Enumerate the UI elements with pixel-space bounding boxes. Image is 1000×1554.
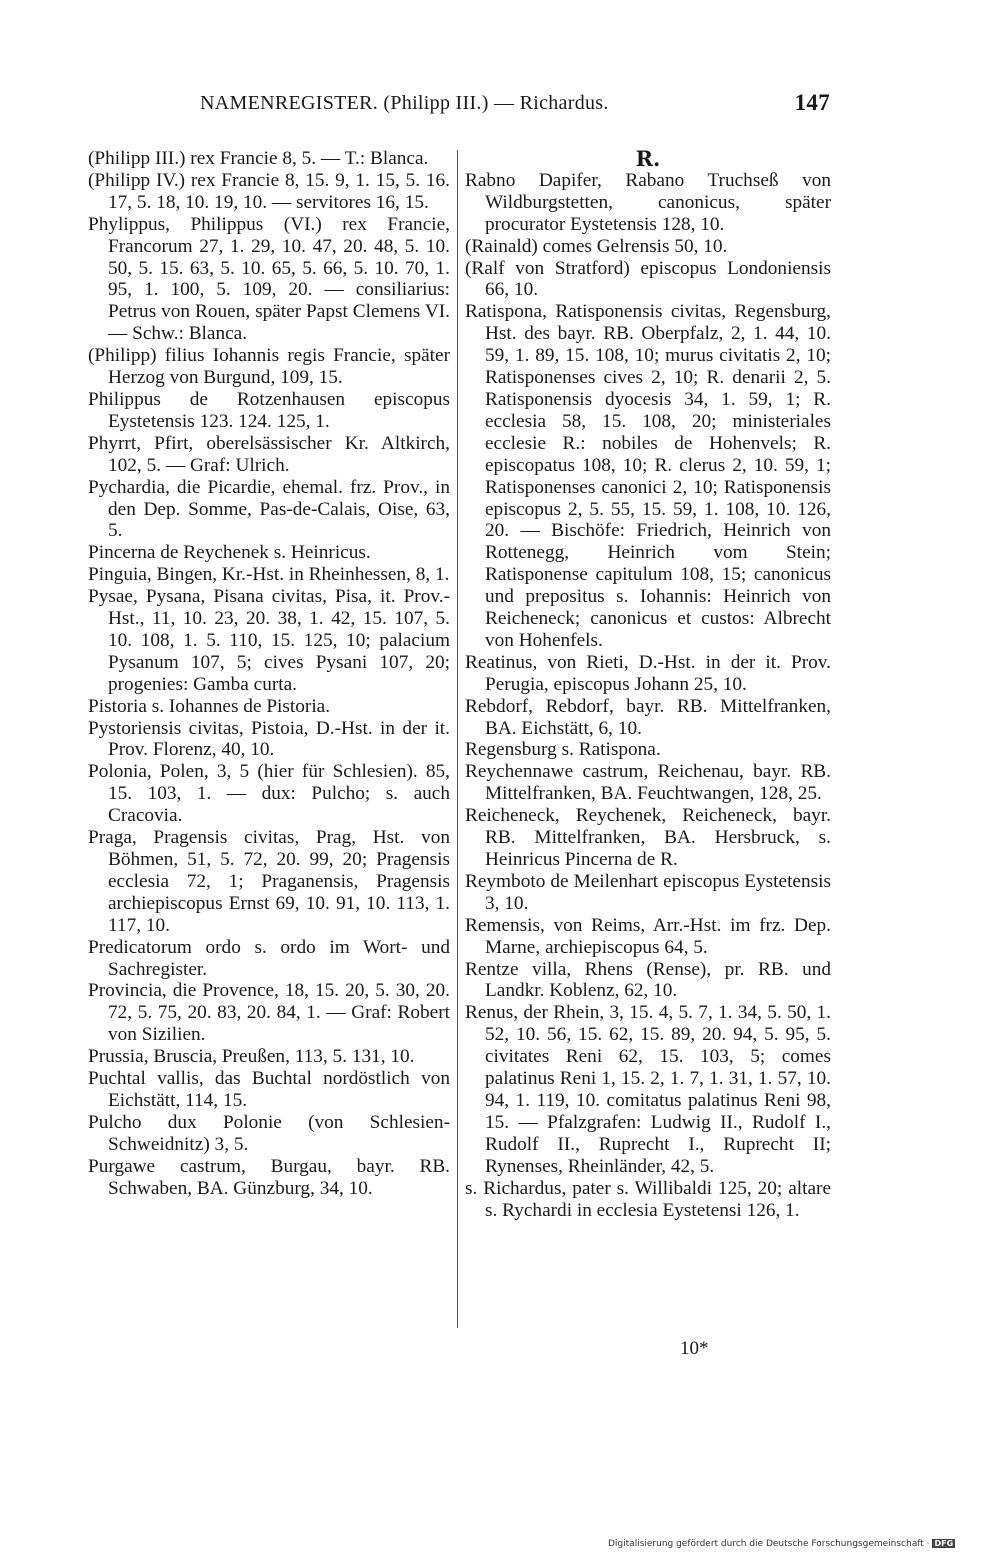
index-entry: Purgawe castrum, Burgau, bayr. RB. Schwaben, BA. Günzburg, 34, 10. bbox=[88, 1155, 450, 1199]
column-divider bbox=[457, 150, 458, 1328]
index-entry: Provincia, die Provence, 18, 15. 20, 5. 30, 20. 72, 5. 75, 20. 83, 20. 84, 1. — Graf: Robert von Sizilien. bbox=[88, 980, 450, 1046]
index-entry: Pysae, Pysana, Pisana civitas, Pisa, it. Prov.-Hst., 11, 10. 23, 20. 38, 1. 42, 15. 107, 5. 10. 108, 1. 5. 110, 15. 125, 10; palacium Pysanum 107, 5; cives Pysani 107, 20; progenies: Gamba curta. bbox=[88, 586, 450, 695]
index-entry: (Ralf von Stratford) episcopus Londoniensis 66, 10. bbox=[465, 257, 831, 301]
signature-mark: 10* bbox=[680, 1338, 709, 1359]
index-entry: Predicatorum ordo s. ordo im Wort- und Sachregister. bbox=[88, 936, 450, 980]
left-column bbox=[88, 148, 450, 1200]
index-entry: Regensburg s. Ratispona. bbox=[465, 739, 661, 761]
digitization-credit bbox=[608, 1539, 955, 1549]
credit-text: Digitalisierung gefördert durch die Deutsche Forschungsgemeinschaft · bbox=[608, 1539, 930, 1549]
right-column bbox=[465, 148, 831, 1221]
index-entry: (Philipp III.) rex Francie 8, 5. — T.: Blanca. bbox=[88, 148, 429, 169]
index-entry: Phyrrt, Pfirt, oberelsässischer Kr. Altkirch, 102, 5. — Graf: Ulrich. bbox=[88, 432, 450, 476]
page-number: 147 bbox=[794, 90, 830, 115]
index-entry: (Philipp) filius Iohannis regis Francie, später Herzog von Burgund, 109, 15. bbox=[88, 345, 450, 389]
index-entry: Pinguia, Bingen, Kr.-Hst. in Rheinhessen, 8, 1. bbox=[88, 564, 450, 586]
index-entry: s. Richardus, pater s. Willibaldi 125, 20; altare s. Rychardi in ecclesia Eystetensi 126, 1. bbox=[465, 1177, 831, 1221]
section-letter: R. bbox=[635, 146, 661, 171]
index-entry: Reychennawe castrum, Reichenau, bayr. RB. Mittelfranken, BA. Feuchtwangen, 128, 25. bbox=[465, 761, 831, 805]
index-entry: (Rainald) comes Gelrensis 50, 10. bbox=[465, 235, 728, 257]
running-header bbox=[200, 92, 830, 122]
index-entry: Pychardia, die Picardie, ehemal. frz. Prov., in den Dep. Somme, Pas-de-Calais, Oise, 63, 5. bbox=[88, 476, 450, 542]
header-title: NAMENREGISTER. (Philipp III.) — Richardus. bbox=[200, 92, 609, 114]
dfg-logo: DFG bbox=[934, 1539, 954, 1548]
index-entry: Remensis, von Reims, Arr.-Hst. im frz. Dep. Marne, archiepiscopus 64, 5. bbox=[465, 914, 831, 958]
index-entry: Renus, der Rhein, 3, 15. 4, 5. 7, 1. 34, 5. 50, 1. 52, 10. 56, 15. 62, 15. 89, 20. 94, 5. 95, 5. civitates Reni 62, 15. 103, 5; comes palatinus Reni 1, 15. 2, 1. 7, 1. 31, 1. 57, 10. 94, 1. 119, 10. comitatus palatinus Reni 98, 15. — Pfalzgrafen: Ludwig II., Rudolf I., Rudolf II., Ruprecht I., Ruprecht II; Rynenses, Rheinländer, 42, 5. bbox=[465, 1002, 831, 1177]
index-entry: Pistoria s. Iohannes de Pistoria. bbox=[88, 695, 331, 717]
index-entry: Rebdorf, Rebdorf, bayr. RB. Mittelfranken, BA. Eichstätt, 6, 10. bbox=[465, 695, 831, 739]
index-entry: Reymboto de Meilenhart episcopus Eystetensis 3, 10. bbox=[465, 870, 831, 914]
index-entry: (Philipp IV.) rex Francie 8, 15. 9, 1. 15, 5. 16. 17, 5. 18, 10. 19, 10. — servitores 16, 15. bbox=[88, 169, 450, 213]
index-entry: Prussia, Bruscia, Preußen, 113, 5. 131, 10. bbox=[88, 1046, 415, 1068]
index-entry: Pincerna de Reychenek s. Heinricus. bbox=[88, 542, 371, 564]
index-entry: Pulcho dux Polonie (von Schlesien-Schweidnitz) 3, 5. bbox=[88, 1111, 450, 1155]
index-entry: Reatinus, von Rieti, D.-Hst. in der it. Prov. Perugia, episcopus Johann 25, 10. bbox=[465, 651, 831, 695]
index-entry: Rentze villa, Rhens (Rense), pr. RB. und Landkr. Koblenz, 62, 10. bbox=[465, 958, 831, 1002]
index-entry: Ratispona, Ratisponensis civitas, Regensburg, Hst. des bayr. RB. Oberpfalz, 2, 1. 44, 10. 59, 1. 89, 15. 108, 10; murus civitatis 2, 10; Ratisponenses cives 2, 10; R. denarii 2, 5. Ratisponensis dyocesis 34, 1. 59, 1; R. ecclesia 58, 15. 108, 20; ministeriales ecclesie R.: nobiles de Hohenvels; R. episcopatus 108, 10; R. clerus 2, 10. 59, 1; Ratisponenses canonici 2, 10; Ratisponensis episcopus 2, 5. 55, 15. 59, 1. 108, 10. 126, 20. — Bischöfe: Friedrich, Heinrich von Rottenegg, Heinrich vom Stein; Ratisponense capitulum 108, 15; canonicus und prepositus s. Iohannis: Heinrich von Reicheneck; canonicus et custos: Albrecht von Hohenfels. bbox=[465, 301, 831, 651]
index-entry: Philippus de Rotzenhausen episcopus Eystetensis 123. 124. 125, 1. bbox=[88, 388, 450, 432]
index-entry: Puchtal vallis, das Buchtal nordöstlich von Eichstätt, 114, 15. bbox=[88, 1068, 450, 1111]
index-entry: Phylippus, Philippus (VI.) rex Francie, Francorum 27, 1. 29, 10. 47, 20. 48, 5. 10. 50, 5. 15. 63, 5. 10. 65, 5. 66, 5. 10. 70, 1. 95, 1. 100, 5. 109, 20. — consiliarius: Petrus von Rouen, später Papst Clemens VI. — Schw.: Blanca. bbox=[88, 213, 450, 345]
index-entry: Polonia, Polen, 3, 5 (hier für Schlesien). 85, 15. 103, 1. — dux: Pulcho; s. auch Cracovia. bbox=[88, 761, 450, 827]
index-entry: Praga, Pragensis civitas, Prag, Hst. von Böhmen, 51, 5. 72, 20. 99, 20; Pragensis ecclesia 72, 1; Praganensis, Pragensis archiepiscopus Ernst 69, 10. 91, 10. 113, 1. 117, 10. bbox=[88, 827, 450, 936]
index-entry: Reicheneck, Reychenek, Reicheneck, bayr. RB. Mittelfranken, BA. Hersbruck, s. Heinricus Pincerna de R. bbox=[465, 805, 831, 870]
index-entry: Rabno Dapifer, Rabano Truchseß von Wildburgstetten, canonicus, später procurator Eystetensis 128, 10. bbox=[465, 169, 831, 235]
index-entry: Pystoriensis civitas, Pistoia, D.-Hst. in der it. Prov. Florenz, 40, 10. bbox=[88, 717, 450, 761]
